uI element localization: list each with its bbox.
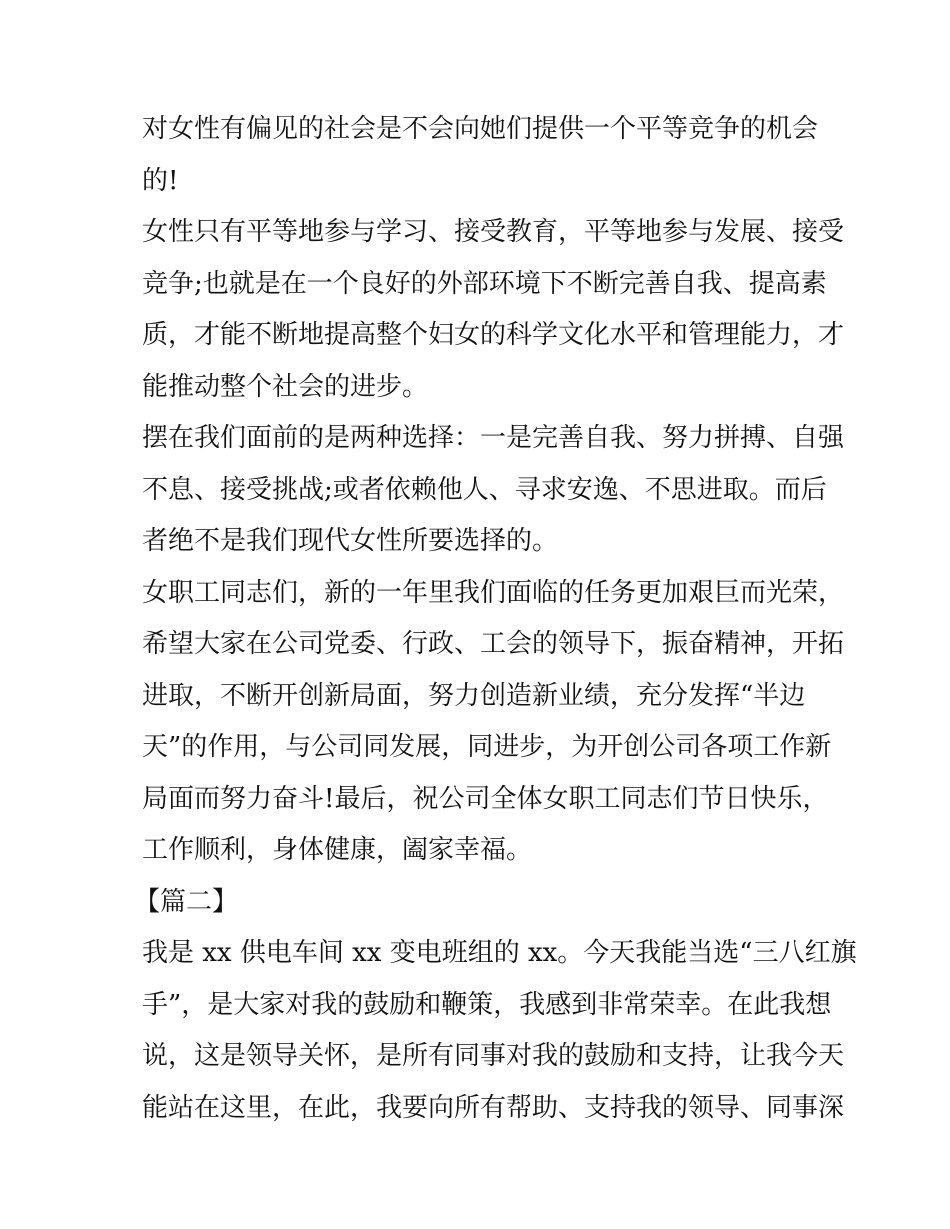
text-line: 女职工同志们，新的一年里我们面临的任务更加艰巨而光荣， (142, 577, 845, 608)
text-line: 能站在这里，在此，我要向所有帮助、支持我的领导、同事深 (142, 1092, 845, 1123)
text-line: 进取，不断开创新局面，努力创造新业绩，充分发挥“半边 (142, 680, 806, 711)
text-line: 天”的作用，与公司同发展，同进步，为开创公司各项工作新 (142, 732, 832, 762)
text-line: 摆在我们面前的是两种选择：一是完善自我、努力拼搏、自强 (142, 423, 845, 453)
text-line: 工作顺利，身体健康，阖家幸福。 (142, 835, 533, 865)
text-line: 局面而努力奋斗!最后，祝公司全体女职工同志们节日快乐， (142, 783, 829, 814)
text-line: 希望大家在公司党委、行政、工会的领导下，振奋精神，开拓 (142, 629, 845, 659)
text-line: 能推动整个社会的进步。 (142, 371, 429, 402)
section-heading: 【篇二】 (134, 886, 239, 917)
text-line: 的! (142, 165, 179, 196)
text-line: 质，才能不断地提高整个妇女的科学文化水平和管理能力，才 (142, 320, 845, 350)
text-line: 手”，是大家对我的鼓励和鞭策，我感到非常荣幸。在此我想 (142, 989, 832, 1020)
text-line: 对女性有偏见的社会是不会向她们提供一个平等竞争的机会 (142, 114, 819, 144)
text-line: 说，这是领导关怀，是所有同事对我的鼓励和支持，让我今天 (142, 1041, 845, 1071)
text-line: 竞争;也就是在一个良好的外部环境下不断完善自我、提高素 (142, 268, 827, 299)
document-body (134, 104, 857, 1134)
text-line: 不息、接受挑战;或者依赖他人、寻求安逸、不思进取。而后 (142, 474, 827, 505)
text-line: 者绝不是我们现代女性所要选择的。 (142, 526, 559, 556)
text-line: 女性只有平等地参与学习、接受教育，平等地参与发展、接受 (142, 217, 845, 247)
text-line: 我是 xx 供电车间 xx 变电班组的 xx。今天我能当选“三八红旗 (142, 938, 857, 968)
